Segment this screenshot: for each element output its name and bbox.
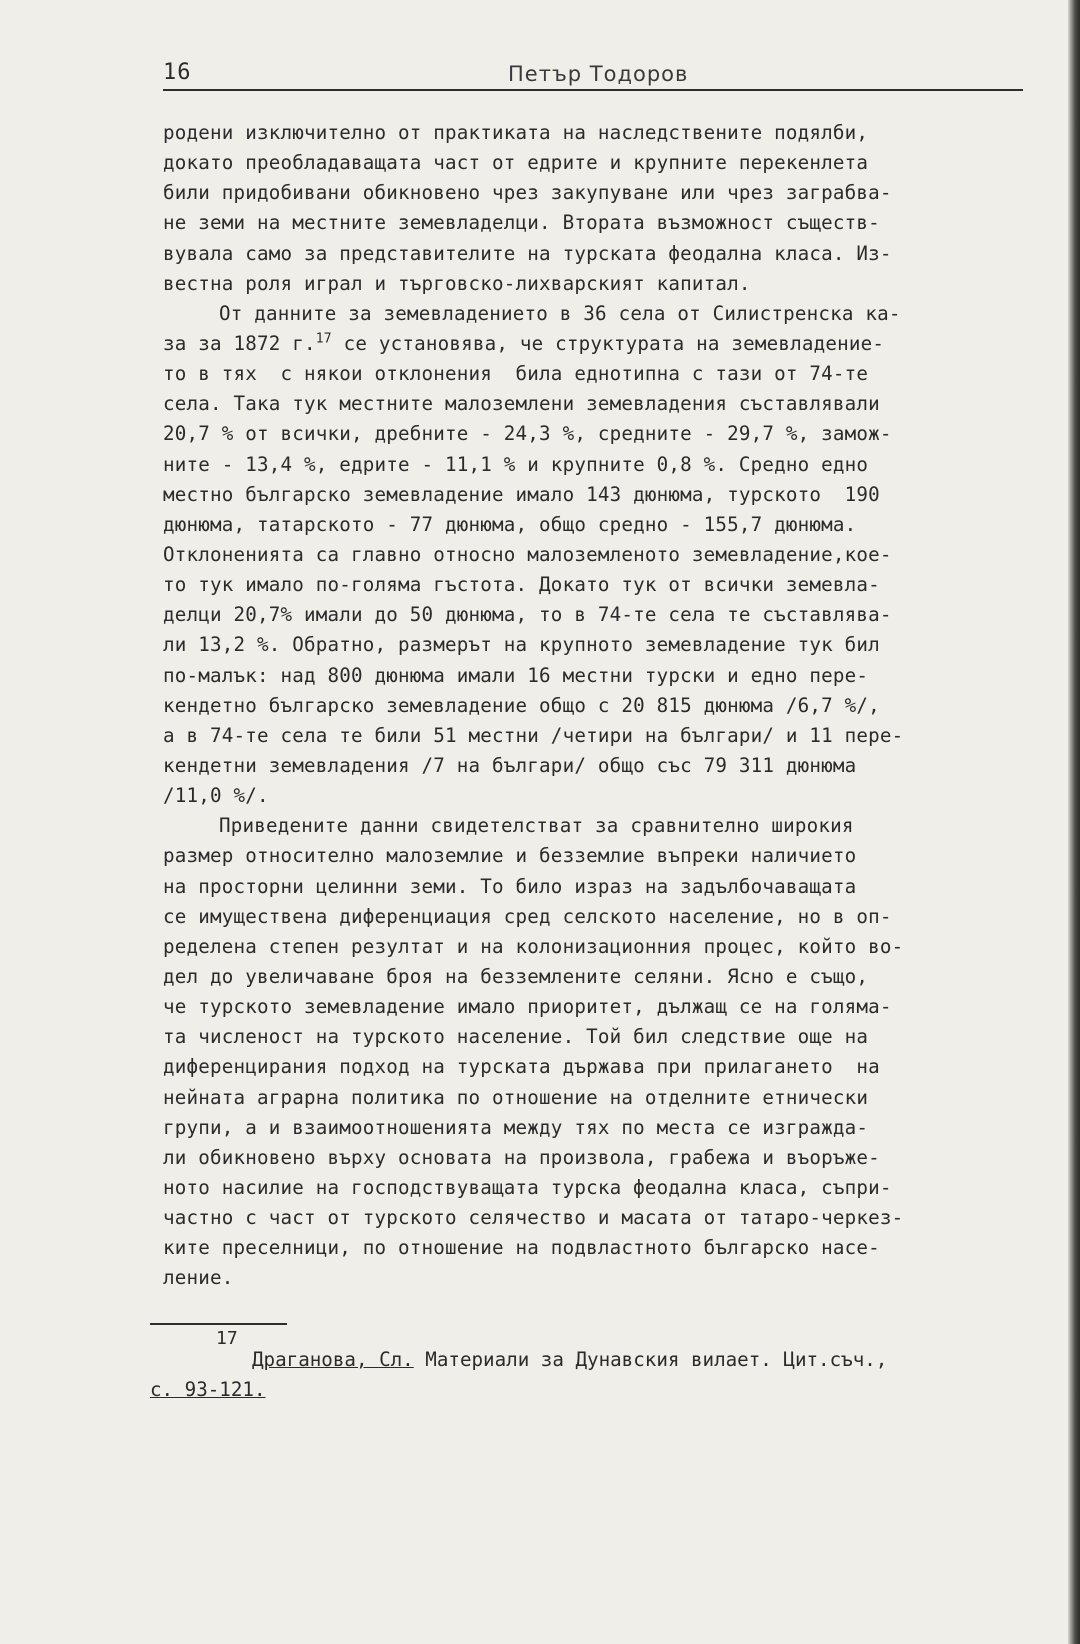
text-line: кендетно българско земевладение общо с 20 815 дюнюма /6,7 %/, bbox=[163, 693, 880, 717]
footnote-rule bbox=[150, 1323, 287, 1325]
footnote-line bbox=[252, 1348, 887, 1371]
header-rule bbox=[163, 89, 1023, 91]
text-line: а в 74-те села те били 51 местни /четири на българи/ и 11 пере- bbox=[163, 723, 904, 747]
text-line: били придобивани обикновено чрез закупуване или чрез заграбва- bbox=[163, 181, 892, 205]
text-line: ли 13,2 %. Обратно, размерът на крупното земевладение тук бил bbox=[163, 633, 880, 657]
page-header bbox=[163, 58, 1023, 92]
text-line: ните - 13,4 %, едрите - 11,1 % и крупните 0,8 %. Средно едно bbox=[163, 452, 869, 476]
body-text bbox=[163, 118, 1048, 1293]
text-line: то в тях с някои отклонения била еднотипна с тази от 74-те bbox=[163, 362, 869, 386]
text-line: ление. bbox=[163, 1266, 234, 1290]
text-line: вестна роля играл и търговско-лихварският капитал. bbox=[163, 271, 751, 295]
text-line: то тук имало по-голяма гъстота. Докато тук от всички земевла- bbox=[163, 573, 880, 597]
text-fragment: се установява, че структурата на земевладение- bbox=[331, 331, 885, 355]
footnote-text: Материали за Дунавския вилает. Цит.съч., bbox=[413, 1348, 888, 1371]
text-line: /11,0 %/. bbox=[163, 784, 269, 808]
text-line: не земи на местните земевладелци. Втората възможност съществ- bbox=[163, 211, 880, 235]
text-line: ределена степен резултат и на колонизационния процес, който во- bbox=[163, 934, 904, 958]
text-line: размер относително малоземлие и безземлие въпреки наличието bbox=[163, 844, 857, 868]
text-line: дел до увеличаване броя на безземлените селяни. Ясно е също, bbox=[163, 964, 869, 988]
footnote-reference: 17 bbox=[315, 331, 332, 347]
text-line: Отклоненията са главно относно малоземленото земевладение,кое- bbox=[163, 542, 892, 566]
text-line: села. Така тук местните малоземлени земевладения съставлявали bbox=[163, 392, 880, 416]
text-line: 20,7 % от всички, дребните - 24,3 %, средните - 29,7 %, замож- bbox=[163, 422, 892, 446]
text-line: частно с част от турското селячество и масата от татаро-черкез- bbox=[163, 1206, 904, 1230]
text-line: че турското земевладение имало приоритет, дължащ се на голяма- bbox=[163, 995, 892, 1019]
text-line: докато преобладаващата част от едрите и крупните перекенлета bbox=[163, 151, 869, 175]
text-line: От данните за земевладението в 36 села от Силистренска ка- bbox=[219, 301, 901, 325]
running-head: Петър Тодоров bbox=[508, 62, 689, 86]
text-line: ното насилие на господствуващата турска феодална класа, съпри- bbox=[163, 1175, 892, 1199]
text-fragment: за за 1872 г. bbox=[163, 331, 316, 355]
page-edge-shadow bbox=[1068, 0, 1080, 1644]
text-line: делци 20,7% имали до 50 дюнюма, то в 74-те села те съставлява- bbox=[163, 603, 892, 627]
footnote-number: 17 bbox=[216, 1328, 238, 1349]
text-line: на просторни целинни земи. То било израз на задълбочаващата bbox=[163, 874, 857, 898]
text-line: кендетни земевладения /7 на българи/ общо със 79 311 дюнюма bbox=[163, 753, 857, 777]
text-line: групи, а и взаимоотношенията между тях по места се изгражда- bbox=[163, 1115, 869, 1139]
text-line: дюнюма, татарското - 77 дюнюма, общо средно - 155,7 дюнюма. bbox=[163, 512, 857, 536]
text-line-with-footnote bbox=[163, 329, 1048, 359]
text-line: родени изключително от практиката на наследствените подялби, bbox=[163, 121, 869, 144]
text-line: местно българско земевладение имало 143 дюнюма, турското 190 bbox=[163, 482, 880, 506]
text-line: се имуществена диференциация сред селското население, но в оп- bbox=[163, 904, 892, 928]
page-number: 16 bbox=[163, 60, 192, 85]
footnote-author: Драганова, Сл. bbox=[252, 1348, 414, 1371]
text-line: по-малък: над 800 дюнюма имали 16 местни турски и едно пере- bbox=[163, 663, 869, 687]
text-line: Приведените данни свидетелстват за сравнително широкия bbox=[219, 814, 854, 838]
text-line: нейната аграрна политика по отношение на отделните етнически bbox=[163, 1085, 869, 1109]
text-line: та численост на турското население. Той бил следствие още на bbox=[163, 1025, 869, 1049]
footnote-continuation: с. 93-121. bbox=[150, 1378, 266, 1401]
text-line: ките преселници, по отношение на подвластното българско насе- bbox=[163, 1236, 880, 1260]
text-line: диференцирания подход на турската държава при прилагането на bbox=[163, 1055, 880, 1079]
text-line: ли обикновено върху основата на произвола, грабежа и въоръже- bbox=[163, 1145, 880, 1169]
text-line: вувала само за представителите на турската феодална класа. Из- bbox=[163, 241, 892, 265]
